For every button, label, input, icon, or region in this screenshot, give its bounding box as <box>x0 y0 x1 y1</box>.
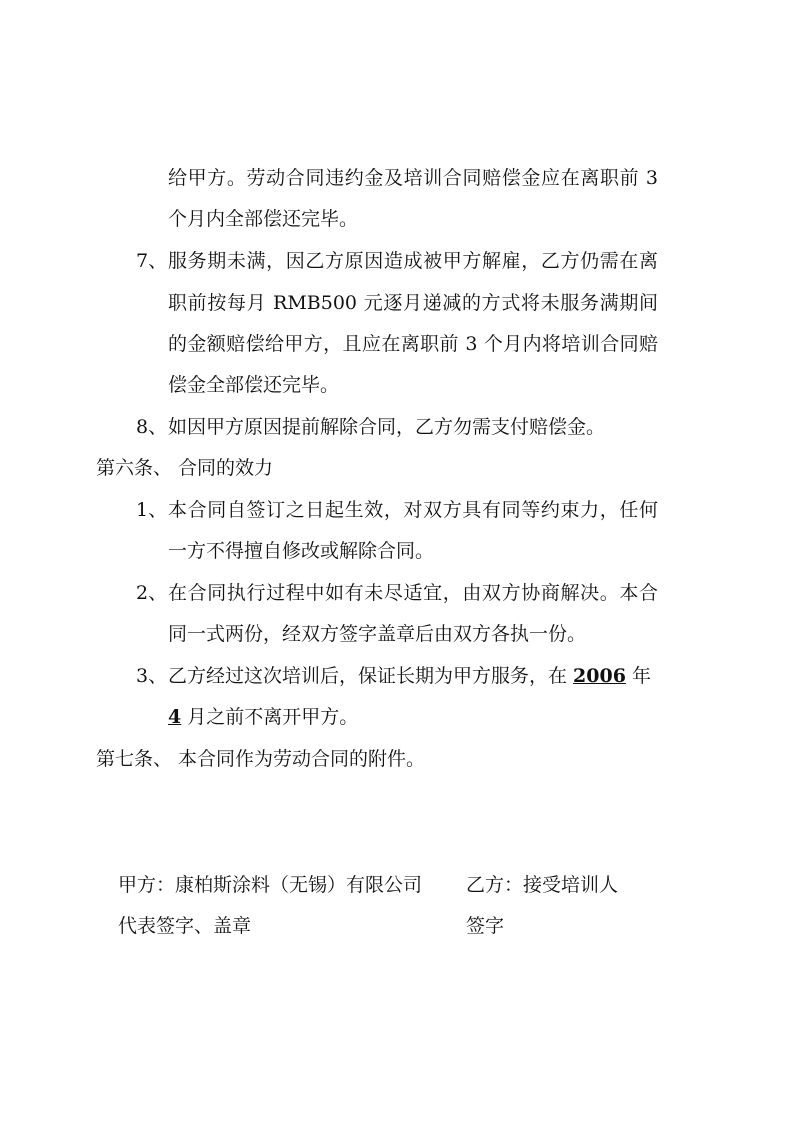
article6-item1-line1: 本合同自签订之日起生效，对双方具有同等约束力，任何 <box>168 499 658 521</box>
article6-item1-line2: 一方不得擅自修改或解除合同。 <box>168 540 435 562</box>
party-b-sign-label: 签字 <box>466 915 505 937</box>
item3-text-before: 乙方经过这次培训后，保证长期为甲方服务，在 <box>168 665 574 687</box>
item3-line2-text: 月之前不离开甲方。 <box>181 706 359 728</box>
article6-heading: 第六条、 合同的效力 <box>96 457 274 479</box>
item3-text-after: 年 <box>625 665 651 687</box>
item7-line1: 服务期未满，因乙方原因造成被甲方解雇，乙方仍需在离 <box>168 250 658 272</box>
item6-line1: 给甲方。劳动合同违约金及培训合同赔偿金应在离职前 3 <box>168 167 658 189</box>
article6-item3-line1 <box>168 664 651 688</box>
article6-item3-number: 3、 <box>136 665 168 687</box>
item7-number: 7、 <box>136 250 168 272</box>
item8-line1: 如因甲方原因提前解除合同，乙方勿需支付赔偿金。 <box>168 416 606 438</box>
article6-item2-number: 2、 <box>136 582 168 604</box>
party-b-name: 乙方：接受培训人 <box>466 874 619 896</box>
article6-item2-line1: 在合同执行过程中如有未尽适宜，由双方协商解决。本合 <box>168 582 658 604</box>
item7-line3: 的金额赔偿给甲方，且应在离职前 3 个月内将培训合同赔 <box>168 333 658 355</box>
item7-line4: 偿金全部偿还完毕。 <box>168 374 340 396</box>
item8-number: 8、 <box>136 416 168 438</box>
item7-line2: 职前按每月 RMB500 元逐月递减的方式将未服务满期间 <box>168 292 658 314</box>
item6-line2: 个月内全部偿还完毕。 <box>168 208 359 230</box>
article7-heading: 第七条、 本合同作为劳动合同的附件。 <box>96 748 426 770</box>
article6-item1-number: 1、 <box>136 499 168 521</box>
article6-item3-line2 <box>168 705 358 729</box>
month-value: 4 <box>168 706 182 728</box>
party-a-sign-label: 代表签字、盖章 <box>118 915 252 937</box>
party-a-name: 甲方：康柏斯涂料（无锡）有限公司 <box>118 874 423 896</box>
year-value: 2006 <box>573 665 626 687</box>
article6-item2-line2: 同一式两份，经双方签字盖章后由双方各执一份。 <box>168 623 587 645</box>
